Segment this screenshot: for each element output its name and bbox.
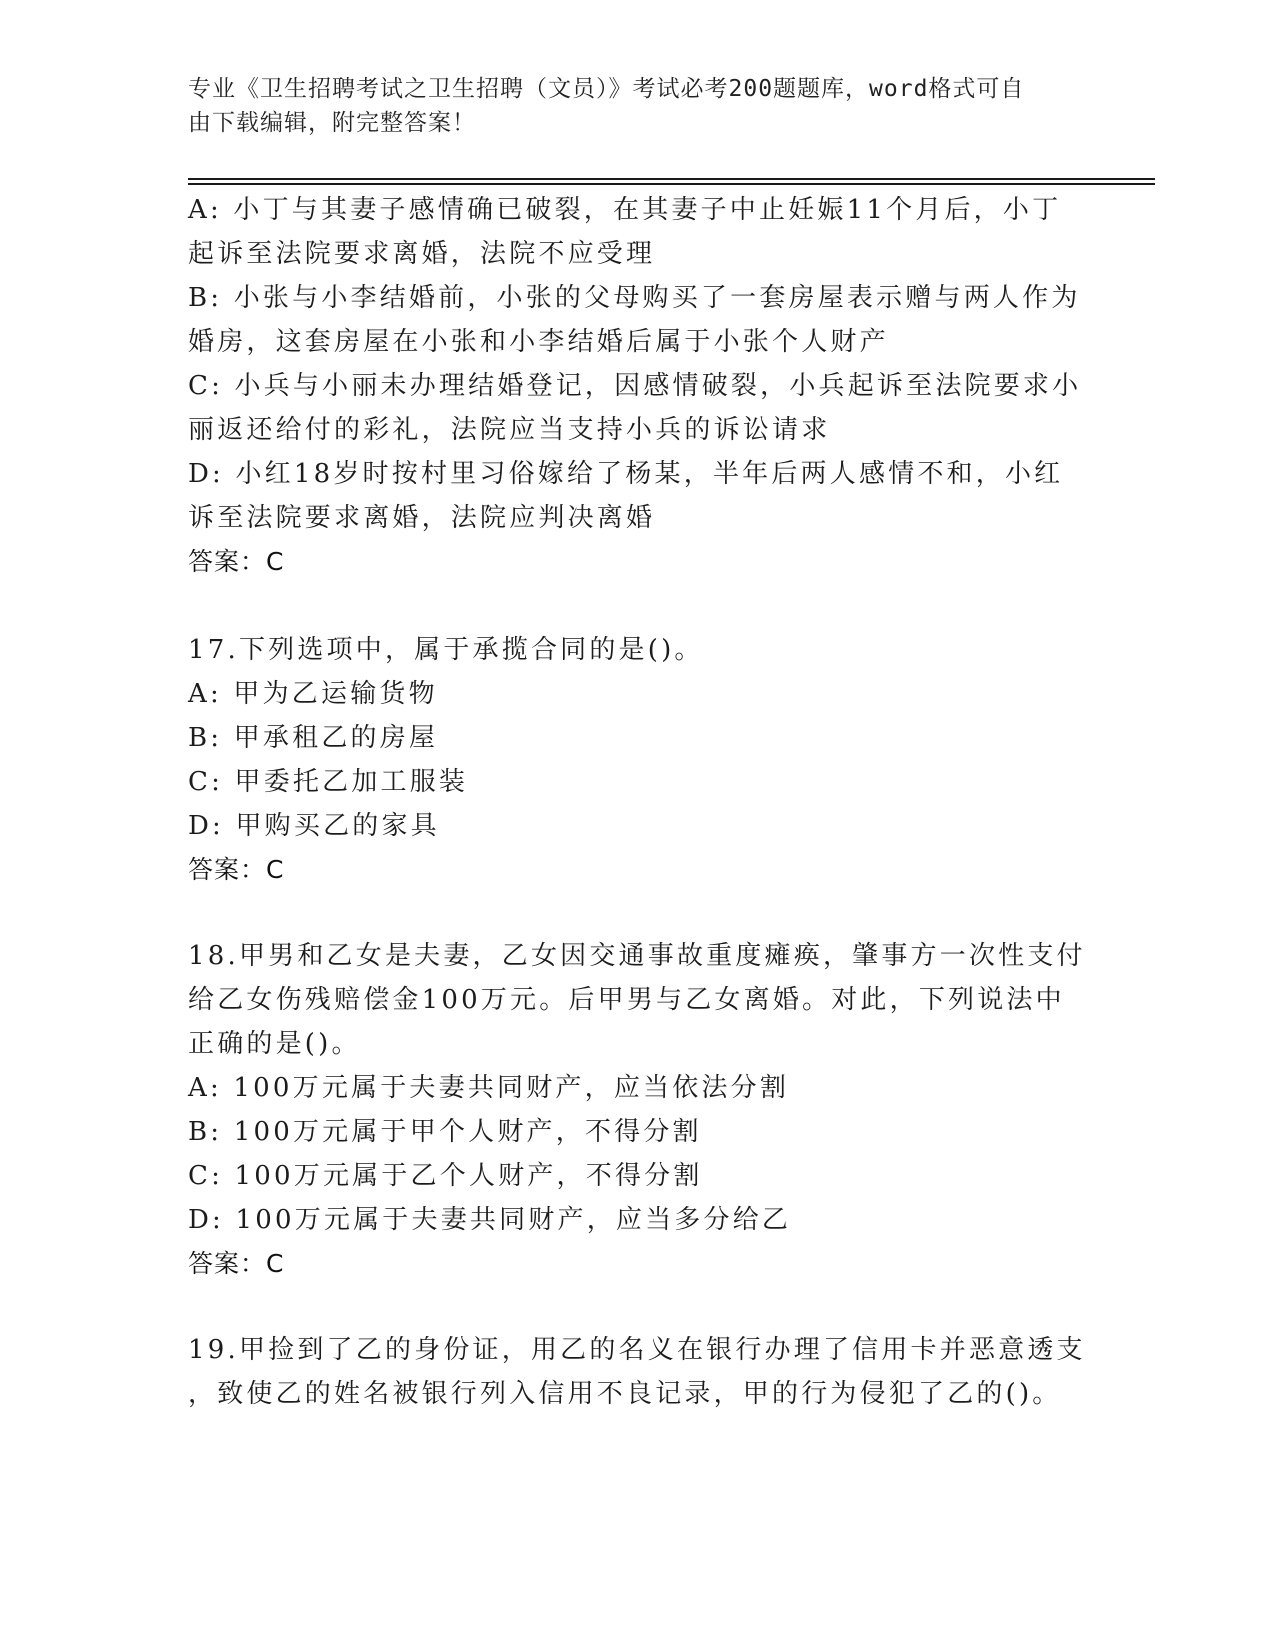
q16-option-b-line-1: B: 小张与小李结婚前，小张的父母购买了一套房屋表示赠与两人作为 [188,283,1081,313]
header-line-2: 由下载编辑，附完整答案！ [188,110,476,136]
q16-option-c-line-1: C: 小兵与小丽未办理结婚登记，因感情破裂，小兵起诉至法院要求小 [188,371,1082,401]
q18-stem-line-3: 正确的是()。 [188,1029,361,1059]
q17-option-c: C: 甲委托乙加工服装 [188,767,469,797]
q18-answer: 答案：C [188,1249,285,1278]
q18-option-a: A: 100万元属于夫妻共同财产，应当依法分割 [188,1073,790,1103]
q17-option-d: D: 甲购买乙的家具 [188,811,440,841]
q19-stem-line-1: 19.甲捡到了乙的身份证，用乙的名义在银行办理了信用卡并恶意透支 [188,1335,1086,1365]
q17-option-b: B: 甲承租乙的房屋 [188,723,439,753]
q18-option-d: D: 100万元属于夫妻共同财产，应当多分给乙 [188,1205,792,1235]
q17-answer: 答案：C [188,855,285,884]
q16-option-b-line-2: 婚房，这套房屋在小张和小李结婚后属于小张个人财产 [188,327,889,357]
q16-option-a-line-2: 起诉至法院要求离婚，法院不应受理 [188,239,656,269]
q16-option-d-line-2: 诉至法院要求离婚，法院应判决离婚 [188,503,656,533]
q17-option-a: A: 甲为乙运输货物 [188,679,438,709]
q19-stem-line-2: ，致使乙的姓名被银行列入信用不良记录，甲的行为侵犯了乙的()。 [188,1379,1062,1409]
q16-option-d-line-1: D: 小红18岁时按村里习俗嫁给了杨某，半年后两人感情不和，小红 [188,459,1064,489]
header-divider-bottom [188,183,1155,185]
header-divider-top [188,178,1155,180]
q18-option-b: B: 100万元属于甲个人财产，不得分割 [188,1117,702,1147]
q16-option-c-line-2: 丽返还给付的彩礼，法院应当支持小兵的诉讼请求 [188,415,831,445]
q16-option-a-line-1: A: 小丁与其妻子感情确已破裂，在其妻子中止妊娠11个月后，小丁 [188,195,1062,225]
document-header [188,72,1068,140]
header-line-1: 专业《卫生招聘考试之卫生招聘（文员）》考试必考200题题库，word格式可自 [188,76,1025,102]
q18-option-c: C: 100万元属于乙个人财产，不得分割 [188,1161,703,1191]
q16-answer: 答案：C [188,547,285,576]
q18-stem-line-1: 18.甲男和乙女是夫妻，乙女因交通事故重度瘫痪，肇事方一次性支付 [188,941,1086,971]
q18-stem-line-2: 给乙女伤残赔偿金100万元。后甲男与乙女离婚。对此，下列说法中 [188,985,1065,1015]
q17-stem: 17.下列选项中，属于承揽合同的是()。 [188,635,704,665]
